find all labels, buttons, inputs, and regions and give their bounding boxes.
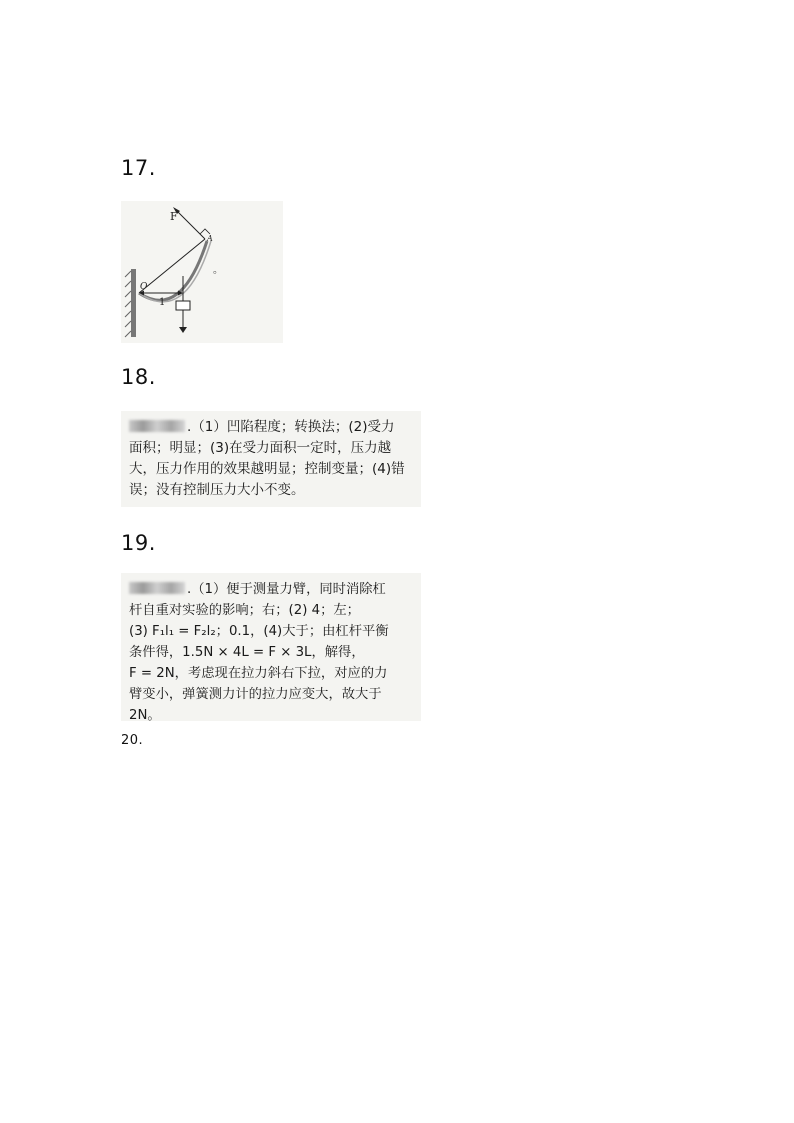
answer-line: (3) F₁l₁ = F₂l₂；0.1，(4)大于；由杠杆平衡 [129, 624, 389, 639]
label-point-a: A [207, 234, 213, 243]
label-mark: 。 [213, 265, 223, 276]
lever-diagram [121, 201, 283, 343]
answer-line: 误；没有控制压力大小不变。 [129, 482, 305, 498]
wall [131, 269, 136, 337]
lever-diagram-svg [121, 201, 283, 343]
answer-line-text: （1）便于测量力臂，同时消除杠 [191, 582, 386, 597]
answer-line: 2N。 [129, 708, 161, 723]
question-number-20: 20. [121, 733, 144, 748]
answer-line-text: （1）凹陷程度；转换法；(2)受力 [191, 419, 395, 435]
redacted-label [129, 420, 185, 432]
answer-line [129, 417, 413, 438]
answer-line: 条件得，1.5N × 4L = F × 3L，解得， [129, 645, 365, 660]
answer-line: F = 2N，考虑现在拉力斜右下拉，对应的力 [129, 666, 388, 681]
redacted-label [129, 582, 185, 594]
question-number-18: 18. [121, 365, 156, 389]
answer-line: 杆自重对实验的影响；右；(2) 4；左； [129, 603, 360, 618]
force-arrow [175, 209, 205, 239]
question-number-17: 17. [121, 156, 156, 180]
answer-line: 臂变小，弹簧测力计的拉力应变大，故大于 [129, 687, 382, 702]
answer-line: 大，压力作用的效果越明显；控制变量；(4)错 [129, 461, 405, 477]
label-length: 1 [159, 297, 166, 308]
answer-line: 面积；明显；(3)在受力面积一定时，压力越 [129, 440, 392, 456]
answer-prefix: . [187, 419, 192, 435]
answer-box-19 [121, 573, 421, 721]
oa-line [139, 239, 205, 293]
answer-line [129, 579, 413, 600]
question-number-19: 19. [121, 531, 156, 555]
answer-box-18 [121, 411, 421, 507]
label-pivot: O [140, 282, 148, 292]
answer-prefix: . [187, 582, 192, 597]
wall-hatching [125, 271, 131, 337]
label-force: F [170, 210, 178, 223]
lever-arm [139, 241, 207, 300]
gravity-arrowhead [179, 327, 187, 333]
hanging-weight [176, 301, 190, 310]
